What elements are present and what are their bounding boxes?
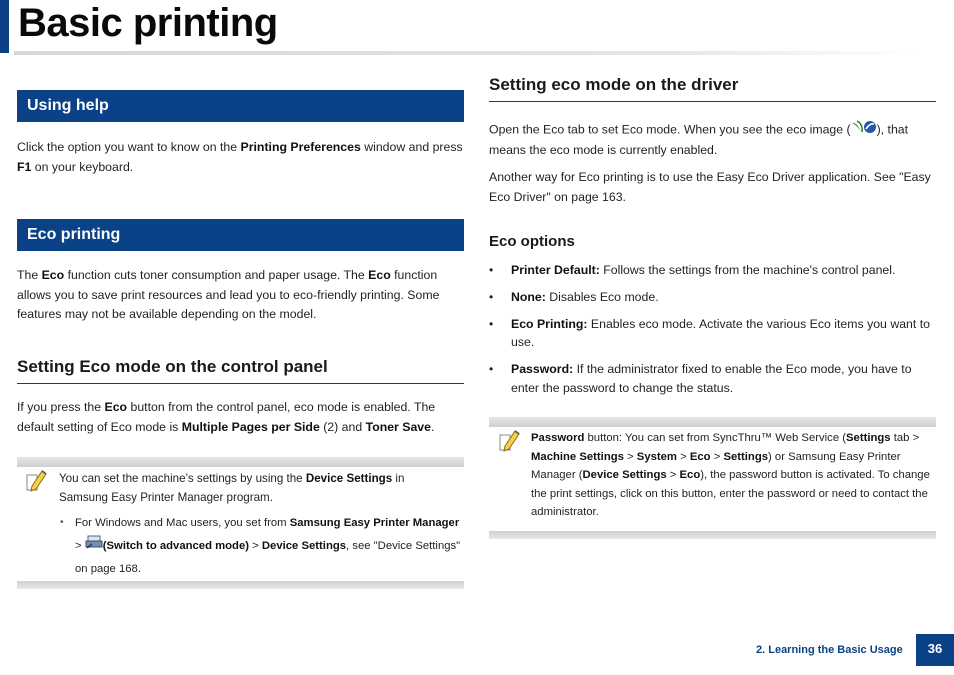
printer-switch-icon — [85, 534, 103, 558]
note-text-password: Password button: You can set from SyncThru™ Web Service (Settings tab > Machine Settings > System > Eco > Settings) or Samsung Easy Printer Manager (Device Settings > Eco), the password button is activated. To change the print settings, click on this button, enter the password or need to contact the administrator. — [531, 432, 930, 518]
title-accent-bar — [0, 0, 9, 53]
note-top-bar — [17, 457, 464, 467]
eco-option-item: None: Disables Eco mode. — [511, 290, 659, 304]
note-sub-item: For Windows and Mac users, you set from Samsung Easy Printer Manager > (Switch to advanced mode) > Device Settings, see "Device Settings" on page 168. — [75, 517, 461, 575]
note-pencil-icon — [497, 428, 521, 459]
control-panel-paragraph: If you press the Eco button from the control panel, eco mode is enabled. The default setting of Eco mode is Multiple Pages per Side (2) and Toner Save. — [17, 400, 436, 434]
note-text-device-settings: You can set the machine’s settings by using the Device Settings in Samsung Easy Printer Manager program. — [59, 472, 405, 504]
subheading-rule — [489, 101, 936, 102]
subheading-driver: Setting eco mode on the driver — [489, 75, 739, 94]
eco-option-item: Printer Default: Follows the settings from the machine's control panel. — [511, 263, 896, 277]
driver-paragraph-1: Open the Eco tab to set Eco mode. When you see the eco image ( ), that means the eco mode is currently enabled. — [489, 120, 936, 160]
eco-options-heading: Eco options — [489, 233, 575, 250]
bullet: • — [489, 263, 494, 277]
driver-paragraph-2: Another way for Eco printing is to use the Easy Eco Driver application. See "Easy Eco Driver" on page 163. — [489, 170, 931, 204]
eco-printing-paragraph: The Eco function cuts toner consumption and paper usage. The Eco function allows you to save print resources and lead you to eco-friendly printing. Some features may not be available depending on the model. — [17, 268, 440, 321]
bullet: • — [489, 317, 494, 331]
note-bottom-bar — [489, 531, 936, 539]
subheading-rule — [17, 383, 464, 384]
note-sub-bullet: • — [60, 517, 64, 528]
eco-option-item: Eco Printing: Enables eco mode. Activate the various Eco items you want to use. — [511, 317, 930, 349]
title-rule — [14, 51, 920, 55]
section-heading-using-help: Using help — [17, 90, 464, 122]
note-bottom-bar — [17, 581, 464, 589]
note-pencil-icon — [24, 468, 48, 499]
using-help-paragraph: Click the option you want to know on the Printing Preferences window and press F1 on your keyboard. — [17, 140, 463, 174]
subheading-control-panel: Setting Eco mode on the control panel — [17, 357, 328, 376]
bullet: • — [489, 362, 494, 376]
page-number: 36 — [916, 634, 954, 666]
section-heading-eco-printing: Eco printing — [17, 219, 464, 251]
footer-chapter: 2. Learning the Basic Usage — [756, 644, 903, 656]
eco-option-item: Password: If the administrator fixed to enable the Eco mode, you have to enter the password to change the status. — [511, 362, 912, 395]
bullet: • — [489, 290, 494, 304]
eco-leaf-icon — [851, 120, 877, 141]
note-top-bar — [489, 417, 936, 427]
page-title: Basic printing — [18, 1, 278, 45]
